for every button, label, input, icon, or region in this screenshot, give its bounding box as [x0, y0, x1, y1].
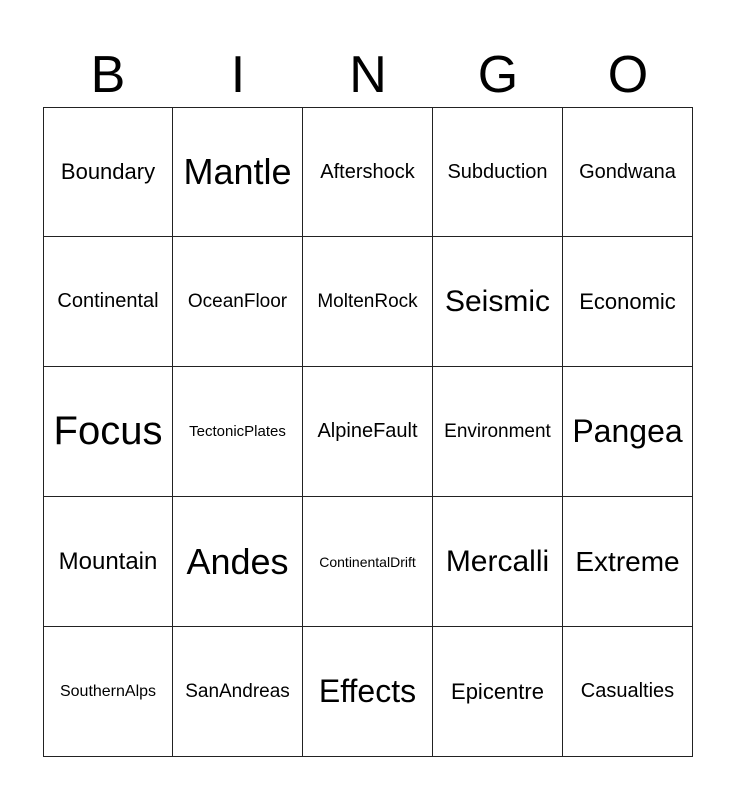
bingo-cell[interactable]: TectonicPlates: [173, 367, 303, 497]
bingo-cell[interactable]: Mountain: [43, 497, 173, 627]
bingo-cell[interactable]: Mercalli: [433, 497, 563, 627]
bingo-cell[interactable]: Pangea: [563, 367, 693, 497]
bingo-cell[interactable]: Mantle: [173, 107, 303, 237]
bingo-cell[interactable]: Boundary: [43, 107, 173, 237]
header-letter-i: I: [230, 46, 246, 104]
bingo-header: [43, 44, 693, 106]
bingo-cell[interactable]: Environment: [433, 367, 563, 497]
bingo-cell[interactable]: AlpineFault: [303, 367, 433, 497]
bingo-cell[interactable]: SanAndreas: [173, 627, 303, 757]
bingo-cell[interactable]: Casualties: [563, 627, 693, 757]
header-letter-g: G: [477, 46, 519, 104]
bingo-card-grid: [43, 107, 693, 757]
bingo-cell[interactable]: Focus: [43, 367, 173, 497]
header-letter-n: N: [349, 46, 387, 104]
bingo-cell[interactable]: Gondwana: [563, 107, 693, 237]
bingo-cell[interactable]: MoltenRock: [303, 237, 433, 367]
bingo-cell[interactable]: SouthernAlps: [43, 627, 173, 757]
header-letter-o: O: [607, 46, 649, 104]
bingo-cell[interactable]: Andes: [173, 497, 303, 627]
bingo-cell[interactable]: Continental: [43, 237, 173, 367]
bingo-cell[interactable]: OceanFloor: [173, 237, 303, 367]
bingo-cell[interactable]: Aftershock: [303, 107, 433, 237]
bingo-cell[interactable]: Extreme: [563, 497, 693, 627]
bingo-cell[interactable]: ContinentalDrift: [303, 497, 433, 627]
bingo-cell[interactable]: Epicentre: [433, 627, 563, 757]
bingo-cell[interactable]: Seismic: [433, 237, 563, 367]
header-letter-b: B: [90, 46, 126, 104]
bingo-cell[interactable]: Subduction: [433, 107, 563, 237]
bingo-cell[interactable]: Effects: [303, 627, 433, 757]
bingo-cell[interactable]: Economic: [563, 237, 693, 367]
